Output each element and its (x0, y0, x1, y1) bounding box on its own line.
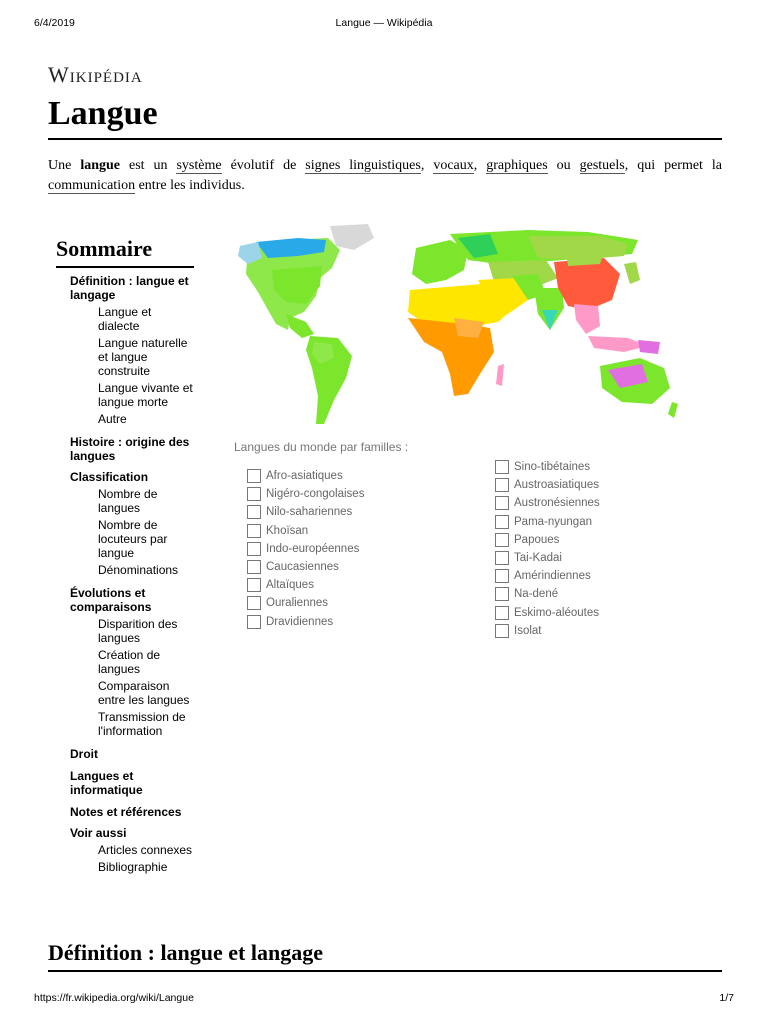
link-signes-linguistiques[interactable]: signes linguistiques (305, 158, 421, 173)
toc-subitem[interactable]: Comparaison entre les langues (98, 679, 190, 707)
checkbox-icon[interactable] (247, 487, 261, 501)
legend-label: Indo-européennes (266, 542, 360, 555)
map-mongolia (566, 252, 604, 266)
legend-item[interactable] (495, 494, 600, 512)
toc-subitem[interactable]: Création de langues (98, 648, 161, 676)
checkbox-icon[interactable] (247, 596, 261, 610)
toc-subitem[interactable]: Langue et dialecte (98, 305, 152, 333)
legend-column-left (247, 467, 364, 631)
legend-label: Na-dené (514, 588, 559, 601)
legend-item[interactable] (247, 485, 364, 503)
checkbox-icon[interactable] (495, 478, 509, 492)
toc-title: Sommaire (56, 236, 194, 268)
legend-label: Tai-Kadai (514, 552, 562, 565)
checkbox-icon[interactable] (247, 524, 261, 538)
toc-subitem[interactable]: Autre (98, 412, 127, 426)
legend-label: Eskimo-aléoutes (514, 606, 600, 619)
intro-text: est un (120, 158, 177, 173)
checkbox-icon[interactable] (495, 515, 509, 529)
intro-text: ou (547, 158, 580, 173)
legend-item[interactable] (247, 576, 364, 594)
toc-subitem[interactable]: Articles connexes (98, 843, 193, 857)
print-date: 6/4/2019 (34, 17, 75, 29)
toc-subitem[interactable]: Dénominations (98, 563, 179, 577)
checkbox-icon[interactable] (247, 615, 261, 629)
intro-paragraph (48, 156, 722, 196)
legend-label: Ouraliennes (266, 597, 329, 610)
toc-item-informatique[interactable]: Langues et informatique (70, 769, 143, 797)
legend-label: Papoues (514, 533, 560, 546)
legend-label: Austroasiatiques (514, 479, 600, 492)
legend-item[interactable] (495, 622, 600, 640)
legend-item[interactable] (495, 549, 600, 567)
map-madagascar (496, 364, 504, 386)
print-footer (34, 992, 734, 1006)
print-header (34, 17, 734, 31)
world-language-families-map[interactable] (228, 218, 688, 433)
checkbox-icon[interactable] (247, 469, 261, 483)
legend-label: Dravidiennes (266, 615, 334, 628)
legend-label: Pama-nyungan (514, 515, 592, 528)
intro-text: Une (48, 158, 81, 173)
link-communication[interactable]: communication (48, 178, 136, 193)
map-new-guinea (638, 340, 660, 354)
link-gestuels[interactable]: gestuels (579, 158, 625, 173)
legend-item[interactable] (495, 585, 600, 603)
intro-bold-langue: langue (80, 158, 120, 173)
table-of-contents (56, 236, 196, 874)
map-southeast-asia (574, 304, 600, 334)
legend-label: Nilo-sahariennes (266, 506, 353, 519)
toc-item-droit[interactable]: Droit (70, 747, 98, 761)
intro-text: , (420, 158, 434, 173)
checkbox-icon[interactable] (247, 560, 261, 574)
intro-text: , (473, 158, 487, 173)
legend-item[interactable] (247, 467, 364, 485)
legend-label: Sino-tibétaines (514, 461, 591, 474)
legend-item[interactable] (495, 531, 600, 549)
map-china (554, 258, 620, 310)
legend-label: Altaïques (266, 579, 314, 592)
intro-text: , qui permet la (624, 158, 723, 173)
intro-text: entre les individus. (135, 178, 245, 193)
legend-label: Nigéro-congolaises (266, 488, 365, 501)
checkbox-icon[interactable] (495, 606, 509, 620)
legend-item[interactable] (495, 604, 600, 622)
link-systeme[interactable]: système (176, 158, 222, 173)
legend-item[interactable] (495, 513, 600, 531)
toc-subitem[interactable]: Langue vivante et langue morte (98, 381, 193, 409)
checkbox-icon[interactable] (495, 496, 509, 510)
toc-subitem[interactable]: Nombre de locuteurs par langue (98, 518, 168, 560)
checkbox-icon[interactable] (495, 569, 509, 583)
legend-item[interactable] (247, 503, 364, 521)
toc-item-evolutions[interactable]: Évolutions et comparaisons (70, 586, 152, 614)
map-korea-japan (624, 262, 640, 284)
map-legend-title: Langues du monde par familles : (234, 440, 409, 454)
legend-item[interactable] (495, 476, 600, 494)
toc-subitem[interactable]: Disparition des langues (98, 617, 178, 645)
legend-item[interactable] (247, 594, 364, 612)
link-graphiques[interactable]: graphiques (486, 158, 548, 173)
map-central-america (286, 314, 314, 338)
legend-item[interactable] (247, 558, 364, 576)
toc-item-definition[interactable]: Définition : langue et langage (70, 274, 189, 302)
toc-item-voir-aussi[interactable]: Voir aussi (70, 826, 127, 840)
legend-label: Austronésiennes (514, 497, 600, 510)
legend-label: Afro-asiatiques (266, 470, 343, 483)
intro-text: évolutif de (221, 158, 306, 173)
checkbox-icon[interactable] (495, 551, 509, 565)
print-page-title: Langue — Wikipédia (335, 17, 433, 29)
legend-item[interactable] (495, 458, 600, 476)
checkbox-icon[interactable] (247, 578, 261, 592)
checkbox-icon[interactable] (495, 460, 509, 474)
legend-label: Amérindiennes (514, 570, 591, 583)
toc-subitem[interactable]: Transmission de l'information (98, 710, 186, 738)
link-vocaux[interactable]: vocaux (433, 158, 474, 173)
toc-item-histoire[interactable]: Histoire : origine des langues (70, 435, 190, 463)
checkbox-icon[interactable] (495, 624, 509, 638)
legend-label: Isolat (514, 624, 542, 637)
section-heading: Définition : langue et langage (48, 940, 722, 972)
toc-subitem[interactable]: Bibliographie (98, 860, 168, 874)
legend-item[interactable] (247, 540, 364, 558)
toc-subitem[interactable]: Langue naturelle et langue construite (98, 336, 188, 378)
map-new-zealand (668, 402, 678, 418)
map-greenland (330, 224, 374, 250)
toc-item-notes[interactable]: Notes et références (70, 805, 182, 819)
legend-column-right (495, 458, 600, 640)
legend-item[interactable] (247, 613, 364, 631)
checkbox-icon[interactable] (495, 587, 509, 601)
legend-item[interactable] (247, 522, 364, 540)
article-title: Langue (48, 94, 722, 140)
toc-subitem[interactable]: Nombre de langues (98, 487, 158, 515)
checkbox-icon[interactable] (247, 542, 261, 556)
print-url[interactable]: https://fr.wikipedia.org/wiki/Langue (34, 992, 194, 1004)
wikipedia-logo[interactable]: Wikipédia (48, 62, 143, 87)
print-page-number: 1/7 (719, 992, 734, 1004)
legend-item[interactable] (495, 567, 600, 585)
legend-label: Khoïsan (266, 524, 309, 537)
checkbox-icon[interactable] (247, 505, 261, 519)
legend-label: Caucasiennes (266, 561, 339, 574)
toc-item-classification[interactable]: Classification (70, 470, 149, 484)
checkbox-icon[interactable] (495, 533, 509, 547)
